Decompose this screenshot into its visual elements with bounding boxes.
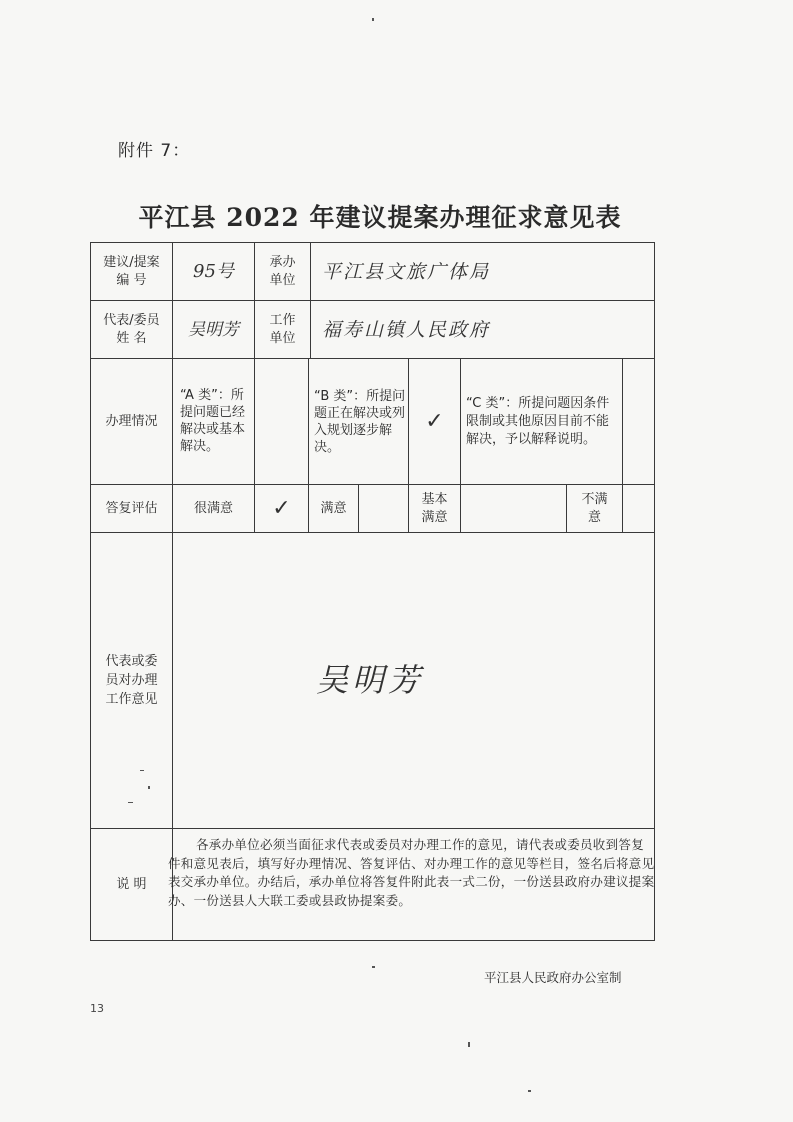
deputy-name-value: 吴明芳	[188, 319, 239, 340]
scan-speck	[148, 786, 150, 789]
unsatisfied-label: 不满 意	[581, 491, 608, 525]
deputy-signature: 吴明芳	[315, 661, 424, 699]
satisfied-label: 满意	[320, 500, 347, 516]
deputy-opinion-label: 代表或委 员对办理 工作意见	[105, 654, 158, 707]
issuer-footer: 平江县人民政府办公室制	[484, 970, 622, 985]
handling-unit-label: 承办 单位	[269, 254, 296, 288]
scan-speck	[128, 802, 133, 803]
scan-speck	[140, 770, 144, 771]
basically-satisfied-label: 基本 满意	[421, 491, 448, 525]
class-c-description: “C 类”：所提问题因条件限制或其他原因目前不能解决，予以解释说明。	[466, 396, 610, 447]
scan-speck	[372, 18, 374, 21]
very-satisfied-checkmark: ✓	[272, 495, 291, 521]
reply-evaluation-label: 答复评估	[105, 500, 158, 516]
proposal-number-label: 建议/提案 编 号	[103, 254, 160, 288]
very-satisfied-label: 很满意	[193, 500, 233, 516]
instructions-label: 说 明	[116, 876, 147, 892]
class-b-checkmark: ✓	[425, 408, 444, 434]
scan-speck	[468, 1042, 470, 1047]
work-unit-value: 福寿山镇人民政府	[322, 318, 491, 341]
class-a-description: “A 类”：所提问题已经解决或基本解决。	[180, 388, 246, 454]
work-unit-label: 工作 单位	[269, 312, 296, 346]
class-b-description: “B 类”：所提问题正在解决或列入规划逐步解决。	[314, 389, 406, 455]
page-number: 13	[90, 1002, 104, 1015]
scan-speck	[528, 1090, 531, 1092]
scan-speck	[372, 966, 375, 968]
deputy-name-label: 代表/委员 姓 名	[103, 312, 160, 346]
form-title: 平江县 2022 年建议提案办理征求意见表	[138, 203, 622, 232]
proposal-number-value: 95号	[193, 260, 234, 282]
handling-unit-value: 平江县文旅广体局	[322, 260, 491, 283]
attachment-label: 附件 7：	[118, 141, 191, 161]
handling-status-label: 办理情况	[105, 413, 158, 429]
instructions-text: 各承办单位必须当面征求代表或委员对办理工作的意见，请代表或委员收到答复件和意见表后，填写好办理情况、答复评估、对办理工作的意见等栏目，签名后将意见表交承办单位。办结后，承办单位将答复件附此表一式二份，一份送县政府办建议提案办、一份送县人大联工委或县政协提案委。	[168, 837, 655, 908]
